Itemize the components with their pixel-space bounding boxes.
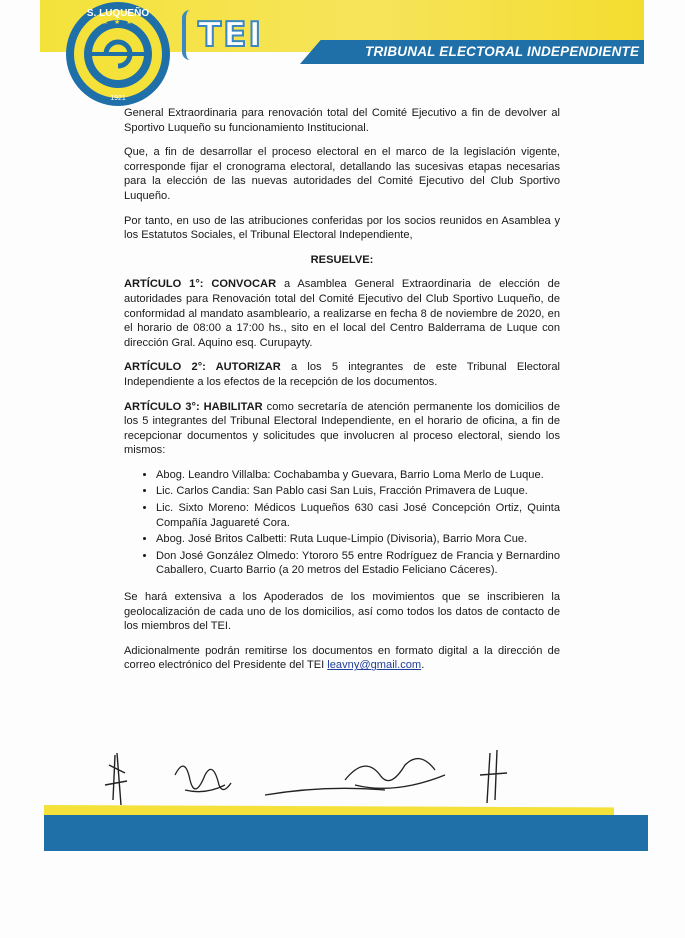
article-2-lead: ARTÍCULO 2°: AUTORIZAR [124, 361, 281, 374]
article-2-text: a los 5 integrantes de este Tribunal Electoral Independiente a los efectos de la recepción de los documentos. [124, 361, 560, 388]
article-2 [124, 360, 560, 389]
email-text: Adicionalmente podrán remitirse los documentos en formato digital a la dirección de correo electrónico del Presidente del TEI [124, 644, 560, 672]
paragraph-que: Que, a fin de desarrollar el proceso electoral en el marco de la legislación vigente, corresponde fijar el cronograma electoral, detallando las sucesivas etapas necesarias para la elección de las nuevas autoridades del Comité Ejecutivo del Club Sportivo Luqueño. [124, 146, 560, 202]
article-3-lead: ARTÍCULO 3°: HABILITAR [124, 400, 263, 413]
article-1-lead: ARTÍCULO 1°: CONVOCAR [124, 278, 277, 291]
article-1 [124, 277, 560, 350]
article-1-text: a Asamblea General Extraordinaria de elección de autoridades para Renovación total del Comité Ejecutivo del Club Sportivo Luqueño, de conformidad al mandato asambleario, a realizarse en fecha 8 de noviembre de 2020, en el horario de 08:00 a 17:00 hs., sito en el local del Centro Balderrama de Luque con dirección Gral. Aquino esq. Curupayty. [124, 278, 560, 349]
list-item: • Abog. José Britos Calbetti: Ruta Luque-Limpio (Divisoria), Barrio Mora Cue. [156, 532, 560, 547]
paragraph-por-tanto: Por tanto, en uso de las atribuciones conferidas por los socios reunidos en Asamblea y los Estatutos Sociales, el Tribunal Electoral Independiente, [124, 214, 560, 242]
footer-blue-band [44, 815, 648, 851]
document-body [124, 106, 560, 683]
tribunal-name: TRIBUNAL ELECTORAL INDEPENDIENTE [365, 44, 640, 59]
club-crest-logo [62, 0, 174, 108]
svg-text:S. LUQUEÑO: S. LUQUEÑO [86, 8, 150, 19]
article-3 [124, 400, 560, 458]
paragraph-email: Adicionalmente podrán remitirse los documentos en formato digital a la dirección de correo electrónico del Presidente del TEI leavny@gmail.com. [124, 644, 560, 672]
svg-text:1921: 1921 [110, 95, 126, 102]
list-item: • Lic. Sixto Moreno: Médicos Luqueños 630 casi José Concepción Ortiz, Quinta Compañía Jaguareté Cora. [156, 501, 560, 530]
members-list [124, 468, 560, 578]
svg-text:★: ★ [126, 19, 133, 26]
list-item: • Lic. Carlos Candia: San Pablo casi San Luis, Fracción Primavera de Luque. [156, 484, 560, 499]
article-3-text: como secretaría de atención permanente los domicilios de los 5 integrantes del Tribunal Electoral Independiente, en el horario de oficina, a fin de recepcionar documentos y solicitudes que involucren al proceso electoral, siendo los mismos: [124, 400, 560, 457]
resuelve-heading: RESUELVE: [310, 253, 374, 266]
paragraph-apoderados: Se hará extensiva a los Apoderados de los movimientos que se inscribieren la geolocalización de cada uno de los domicilios, así como todos los datos de contacto de los miembros del TEI. [124, 591, 560, 633]
tei-logo-text: TEI [198, 15, 264, 55]
paragraph-intro: General Extraordinaria para renovación total del Comité Ejecutivo a fin de devolver al Sportivo Luqueño su funcionamiento Institucional. [124, 107, 560, 134]
svg-text:★: ★ [114, 19, 121, 26]
list-item: • Don José González Olmedo: Ytororo 55 entre Rodríguez de Francia y Bernardino Caballero, Cuarto Barrio (a 20 metros del Estadio Feliciano Cáceres). [156, 549, 560, 578]
svg-text:★: ★ [102, 19, 109, 26]
president-email-link[interactable]: leavny@gmail.com [327, 659, 422, 672]
signatures [95, 745, 545, 815]
list-item: • Abog. Leandro Villalba: Cochabamba y Guevara, Barrio Loma Merlo de Luque. [156, 468, 560, 483]
